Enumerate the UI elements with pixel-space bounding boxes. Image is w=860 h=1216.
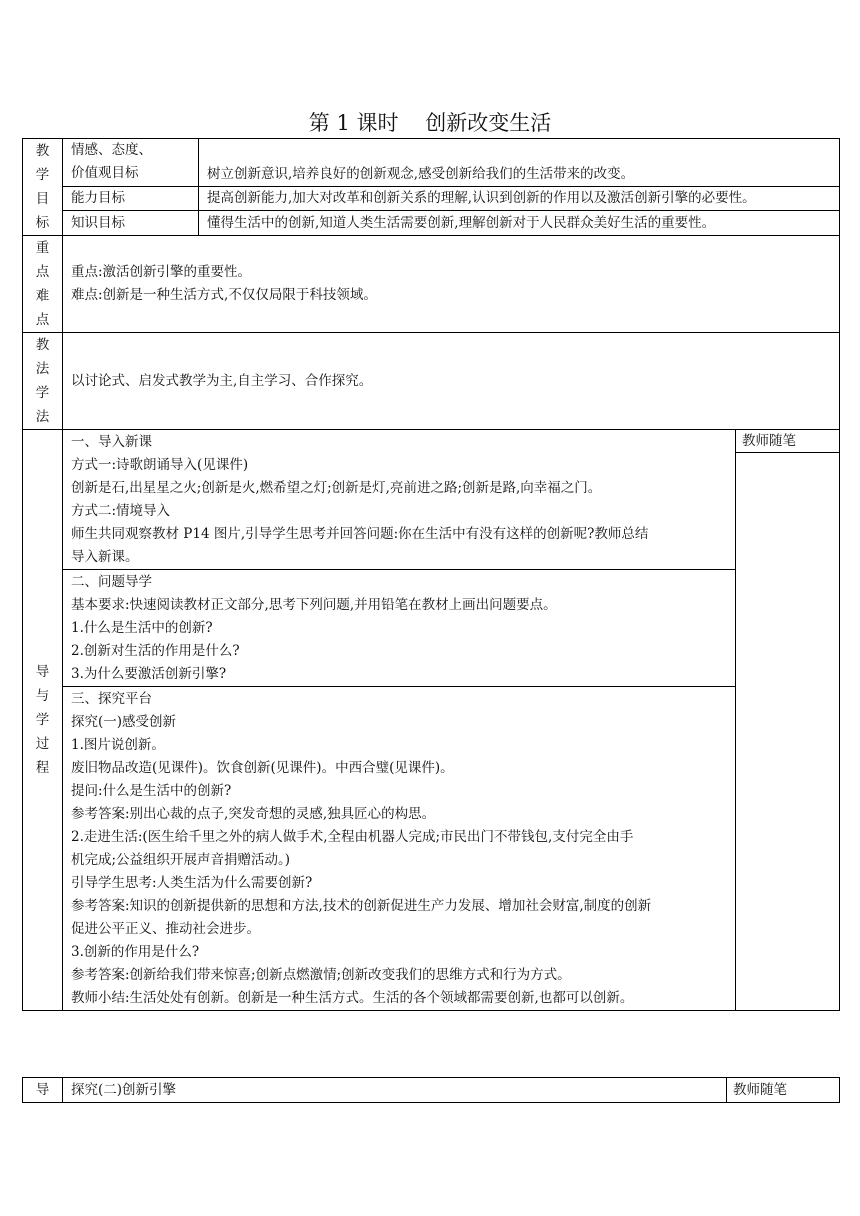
next-page-content: 探究(二)创新引擎 — [63, 1078, 727, 1103]
key-points-content — [63, 236, 840, 333]
objective-content-attitude: 树立创新意识,培养良好的创新观念,感受创新给我们的生活带来的改变。 — [199, 139, 840, 187]
lesson-plan-table — [22, 138, 840, 1011]
next-page-notes-label: 教师随笔 — [727, 1078, 840, 1103]
next-page-side-label: 导 — [23, 1078, 63, 1103]
difficult-point: 难点:创新是一种生活方式,不仅仅局限于科技领域。 — [71, 287, 377, 303]
key-points-side-label: 重 点 难 点 — [23, 236, 63, 333]
process-section-exploration: 三、探究平台 探究(一)感受创新 1.图片说创新。 废旧物品改造(见课件)。饮食创新(见课件)。中西合璧(见课件)。 提问:什么是生活中的创新? 参考答案:别出心裁的点子,突发奇想的灵感,独具匠心的构思。 2.走进生活:(医生给千里之外的病人做手术,全程由机器人完成;市民出门不带钱包,支付完全由手 机完成;公益组织开展声音捐赠活动。) 引导学生思考:人类生活为什么需要创新? 参考答案:知识的创新提供新的思想和方法,技术的创新促进生产力发展、增加社会财富,制度的创新 促进公平正义、推动社会进步。 3.创新的作用是什么? 参考答案:创新给我们带来惊喜;创新点燃激情;创新改变我们的思维方式和行为方式。 教师小结:生活处处有创新。创新是一种生活方式。生活的各个领域都需要创新,也都可以创新。 — [63, 687, 736, 1011]
page-title: 第 1 课时 创新改变生活 — [308, 111, 552, 135]
objective-label-attitude: 情感、态度、 价值观目标 — [63, 139, 199, 187]
next-page-table — [22, 1077, 840, 1103]
process-side-label: 导 与 学 过 程 — [23, 430, 63, 1011]
methods-content: 以讨论式、启发式教学为主,自主学习、合作探究。 — [63, 333, 840, 430]
objective-content-knowledge: 懂得生活中的创新,知道人类生活需要创新,理解创新对于人民群众美好生活的重要性。 — [199, 211, 840, 236]
teacher-notes-label: 教师随笔 — [736, 430, 839, 453]
teacher-notes-column — [736, 430, 840, 1011]
process-section-questions: 二、问题导学 基本要求:快速阅读教材正文部分,思考下列问题,并用铅笔在教材上画出问题要点。 1.什么是生活中的创新? 2.创新对生活的作用是什么? 3.为什么要激活创新引擎? — [63, 570, 736, 687]
key-point: 重点:激活创新引擎的重要性。 — [71, 264, 252, 280]
objectives-side-label: 教 学 目 标 — [23, 139, 63, 236]
process-section-intro: 一、导入新课 方式一:诗歌朗诵导入(见课件) 创新是石,出星星之火;创新是火,燃希望之灯;创新是灯,亮前进之路;创新是路,向幸福之门。 方式二:情境导入 师生共同观察教材 P14 图片,引导学生思考并回答问题:你在生活中有没有这样的创新呢?教师总结 导入新课。 — [63, 430, 736, 570]
objective-label-ability: 能力目标 — [63, 186, 199, 211]
methods-side-label: 教 法 学 法 — [23, 333, 63, 430]
objective-content-ability: 提高创新能力,加大对改革和创新关系的理解,认识到创新的作用以及激活创新引擎的必要性。 — [199, 186, 840, 211]
objective-label-knowledge: 知识目标 — [63, 211, 199, 236]
